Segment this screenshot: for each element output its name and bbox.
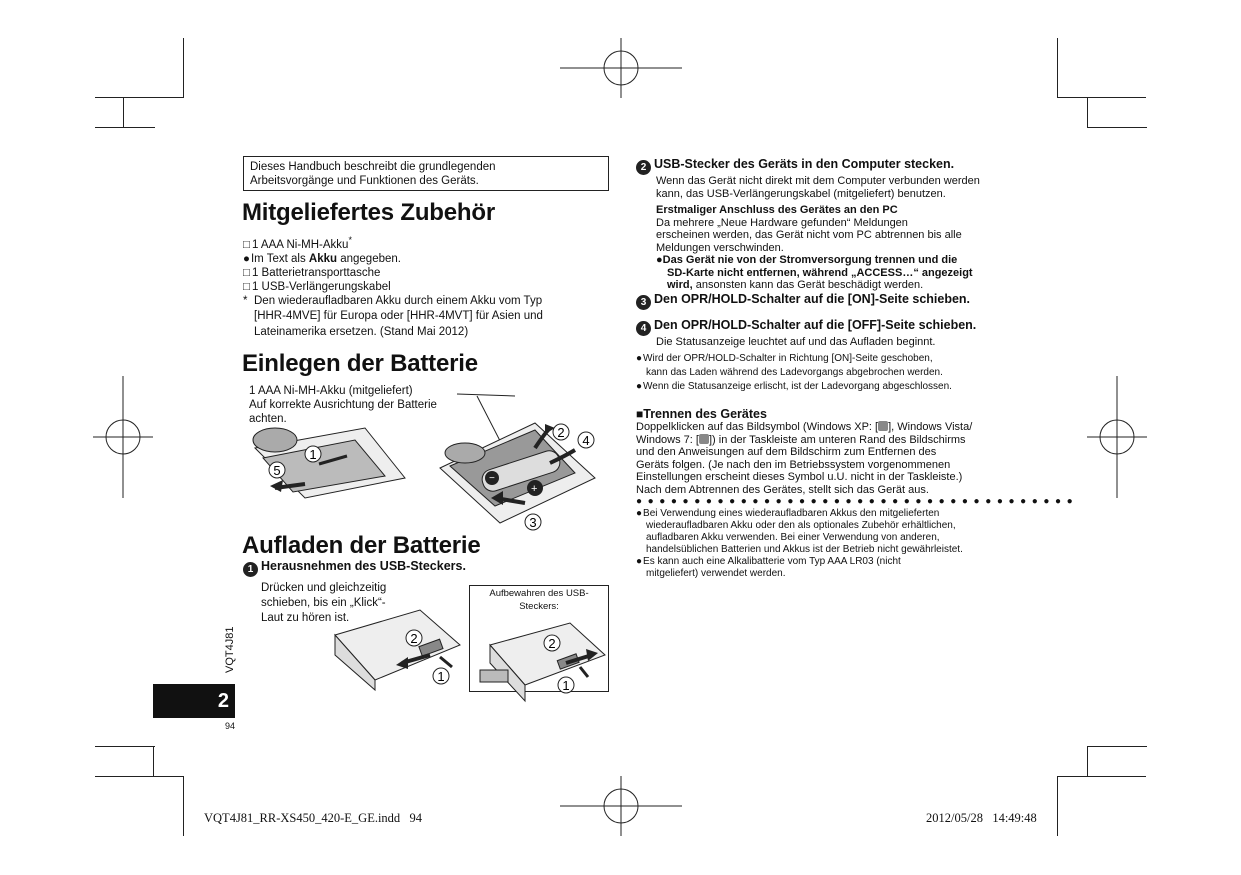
crop-mark xyxy=(1087,746,1088,777)
step-number: 1 xyxy=(243,562,258,577)
svg-text:+: + xyxy=(531,483,538,495)
footer-timestamp: 2012/05/28 14:49:48 xyxy=(926,811,1037,825)
registration-mark-bottom xyxy=(560,776,682,836)
callout-1: 1 xyxy=(309,447,317,462)
crop-mark xyxy=(1057,97,1146,98)
list-item: □ 1 USB-Verlängerungskabel xyxy=(243,280,613,294)
callout-4: 4 xyxy=(582,433,590,448)
registration-mark-right xyxy=(1087,376,1147,498)
callout-1: 1 xyxy=(437,669,445,684)
callout-3: 3 xyxy=(529,515,537,530)
step4-heading: 4 Den OPR/HOLD-Schalter auf die [OFF]-Seite schieben. xyxy=(636,318,1016,336)
step2-heading: 2 USB-Stecker des Geräts in den Computer stecken. xyxy=(636,157,1016,175)
warning: ●Das Gerät nie von der Stromversorgung trennen und die xyxy=(656,254,958,266)
battery-caption: 1 AAA Ni-MH-Akku (mitgeliefert) Auf korrekte Ausrichtung der Batterie achten. xyxy=(249,385,437,425)
intro-box xyxy=(243,156,609,191)
heading-zubehoer: Mitgeliefertes Zubehör xyxy=(242,199,495,226)
crop-mark xyxy=(153,746,154,777)
crop-mark xyxy=(123,97,124,128)
crop-mark xyxy=(95,127,155,128)
crop-mark xyxy=(1057,776,1058,836)
battery-notes: ● Bei Verwendung eines wiederaufladbaren Akkus den mitgelieferten wiederaufladbaren Akku oder den als optionales Zubehör erhältlichen, aufladbaren Akku verwenden. Bei einer Verwendung von anderen, handelsüblichen Batterien und Akkus ist der Betrieb nicht gewährleistet. ● Es kann auch eine Alkalibatterie vom Typ AAA LR03 (nicht mitgeliefert) verwendet werden. xyxy=(636,508,1016,580)
model-vertical: VQT4J81 xyxy=(224,626,236,673)
usb-store-illustration xyxy=(470,615,608,703)
crop-mark xyxy=(95,746,155,747)
footer-filename: VQT4J81_RR-XS450_420-E_GE.indd 94 xyxy=(204,811,423,825)
heading-einlegen: Einlegen der Batterie xyxy=(242,350,478,377)
heading-aufladen: Aufladen der Batterie xyxy=(242,532,481,559)
step3-heading: 3 Den OPR/HOLD-Schalter auf die [ON]-Seite schieben. xyxy=(636,292,970,310)
callout-2: 2 xyxy=(410,631,418,646)
callout-2: 2 xyxy=(557,425,565,440)
page-number: 94 xyxy=(225,721,236,731)
figure-title: Aufbewahren des USB-Steckers: xyxy=(489,588,589,612)
intro-line: Dieses Handbuch beschreibt die grundlegenden xyxy=(250,161,496,173)
crop-mark xyxy=(95,97,184,98)
crop-mark xyxy=(95,776,184,777)
intro-line: Arbeitsvorgänge und Funktionen des Geräts. xyxy=(250,175,479,187)
step4-block: 4 Den OPR/HOLD-Schalter auf die [OFF]-Seite schieben. Die Statusanzeige leuchtet auf und das Aufladen beginnt. xyxy=(636,318,1016,349)
crop-mark xyxy=(1057,776,1146,777)
crop-mark xyxy=(1087,746,1147,747)
callout-5: 5 xyxy=(273,463,281,478)
list-item: □ 1 AAA Ni-MH-Akku* xyxy=(243,233,613,252)
right-column xyxy=(636,157,1016,292)
svg-text:−: − xyxy=(489,473,495,484)
crop-mark xyxy=(1057,38,1058,98)
footnote: * Den wiederaufladbaren Akku durch einem Akku vom Typ [HHR-4MVE] für Europa oder [HHR-4MVT] für Asien und Lateinamerika ersetzen. (Stand Mai 2012) xyxy=(243,294,543,338)
usb-storage-figure-box xyxy=(469,585,609,692)
registration-mark-left xyxy=(93,376,153,498)
callout-2: 2 xyxy=(548,636,556,651)
step1-text: Drücken und gleichzeitig schieben, bis ein „Klick“- Laut zu hören ist. xyxy=(261,582,387,624)
safely-remove-icon xyxy=(699,434,709,444)
accessories-list xyxy=(243,233,613,340)
crop-mark xyxy=(183,776,184,836)
callout-1: 1 xyxy=(562,678,570,693)
registration-mark-top xyxy=(560,38,682,98)
step2-text: Wenn das Gerät nicht direkt mit dem Computer verbunden werden kann, das USB-Verlängerungskabel (mitgeliefert) benutzen. Erstmaliger Anschluss des Gerätes an den PC Da mehrere „Neue Hardware gefunden“ Meldungen erscheinen werden, das Gerät nicht vom PC abtrennen bis alle Meldungen verschwinden. ●Das Gerät nie von der Stromversorgung trennen und die SD-Karte nicht entfernen, während „ACCESS…“ angezeigt wird, ansonsten kann das Gerät beschädigt werden. xyxy=(636,175,1016,292)
step1-heading: 1 Herausnehmen des USB-Steckers. xyxy=(243,559,466,577)
chapter-tab: 2 xyxy=(153,684,235,718)
disconnect-heading: ■Trennen des Gerätes xyxy=(636,407,767,421)
usb-remove-illustration xyxy=(330,605,465,690)
battery-insert-illustration xyxy=(245,388,610,533)
crop-mark xyxy=(183,38,184,98)
list-item: ● Im Text als Akku angegeben. xyxy=(243,252,613,266)
list-item: □ 1 Batterietransporttasche xyxy=(243,266,613,280)
safely-remove-icon xyxy=(878,421,888,431)
charging-notes: ● Wird der OPR/HOLD-Schalter in Richtung [ON]-Seite geschoben, kann das Laden während des Ladevorgangs abgebrochen werden. ● Wenn die Statusanzeige erlischt, ist der Ladevorgang abgeschlossen. xyxy=(636,352,1016,394)
crop-mark xyxy=(1087,127,1147,128)
crop-mark xyxy=(1087,97,1088,128)
disconnect-section: ■Trennen des Gerätes Doppelklicken auf das Bildsymbol (Windows XP: [ ], Windows Vista/ Windows 7: [ ]) in der Taskleiste am unteren Rand des Bildschirms und den Anweisungen auf dem Bildschirm zum Entfernen des Geräts folgen. (Je nach den im Betriebssystem vorgenommenen Einstellungen erscheint dieses Symbol u.U. nicht in der Taskleiste.) Nach dem Abtrennen des Gerätes, stellt sich das Gerät aus. xyxy=(636,407,1016,496)
dotted-divider: ●●●●●●●●●●●●●●●●●●●●●●●●●●●●●●●●●●●●●● xyxy=(636,496,1079,507)
